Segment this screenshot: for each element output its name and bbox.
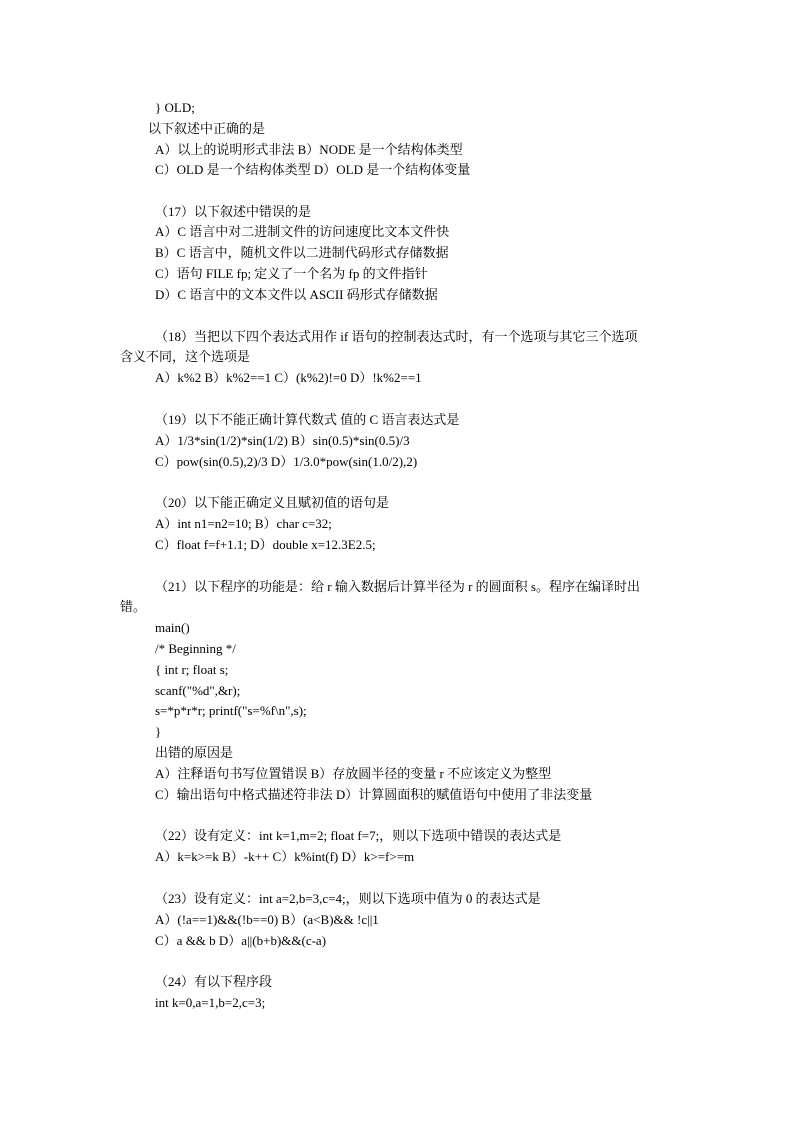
text-line: A）k=k>=k B）-k++ C）k%int(f) D）k>=f>=m bbox=[155, 849, 415, 864]
text-line: （19）以下不能正确计算代数式 值的 C 语言表达式是 bbox=[155, 412, 460, 427]
text-line: （24）有以下程序段 bbox=[155, 974, 273, 989]
text-line: 含义不同，这个选项是 bbox=[120, 349, 251, 364]
text-line: A）k%2 B）k%2==1 C）(k%2)!=0 D）!k%2==1 bbox=[155, 370, 422, 385]
text-line: （21）以下程序的功能是：给 r 输入数据后计算半径为 r 的圆面积 s。程序在编译时出 bbox=[155, 579, 640, 594]
text-line: C）语句 FILE fp; 定义了一个名为 fp 的文件指针 bbox=[155, 266, 428, 281]
text-line: 以下叙述中正确的是 bbox=[148, 121, 266, 136]
text-line: C）float f=f+1.1; D）double x=12.3E2.5; bbox=[155, 537, 376, 552]
text-line: C）输出语句中格式描述符非法 D）计算圆面积的赋值语句中使用了非法变量 bbox=[155, 787, 593, 802]
text-line: A）以上的说明形式非法 B）NODE 是一个结构体类型 bbox=[155, 142, 463, 157]
text-line: } OLD; bbox=[155, 100, 195, 115]
text-line: B）C 语言中，随机文件以二进制代码形式存储数据 bbox=[155, 245, 449, 260]
text-line: C）a && b D）a||(b+b)&&(c-a) bbox=[155, 933, 327, 948]
text-line: C）pow(sin(0.5),2)/3 D）1/3.0*pow(sin(1.0/2),2) bbox=[155, 454, 418, 469]
text-line: A）注释语句书写位置错误 B）存放圆半径的变量 r 不应该定义为整型 bbox=[155, 766, 552, 781]
text-line: A）C 语言中对二进制文件的访问速度比文本文件快 bbox=[155, 224, 450, 239]
text-line: s=*p*r*r; printf("s=%f\n",s); bbox=[155, 703, 307, 718]
text-line: scanf("%d",&r); bbox=[155, 683, 241, 698]
text-line: int k=0,a=1,b=2,c=3; bbox=[155, 995, 266, 1010]
text-line: A）int n1=n2=10; B）char c=32; bbox=[155, 516, 332, 531]
text-line: （18）当把以下四个表达式用作 if 语句的控制表达式时，有一个选项与其它三个选项 bbox=[155, 329, 638, 344]
text-line: /* Beginning */ bbox=[155, 641, 236, 656]
text-line: 出错的原因是 bbox=[155, 745, 234, 760]
text-line: （22）设有定义：int k=1,m=2; float f=7;，则以下选项中错误的表达式是 bbox=[155, 828, 562, 843]
text-line: C）OLD 是一个结构体类型 D）OLD 是一个结构体变量 bbox=[155, 162, 471, 177]
text-line: D）C 语言中的文本文件以 ASCII 码形式存储数据 bbox=[155, 287, 438, 302]
text-line: （20）以下能正确定义且赋初值的语句是 bbox=[155, 495, 390, 510]
text-line: 错。 bbox=[120, 599, 147, 614]
text-line: A）1/3*sin(1/2)*sin(1/2) B）sin(0.5)*sin(0.5)/3 bbox=[155, 433, 410, 448]
text-line: { int r; float s; bbox=[155, 662, 229, 677]
text-line: A）(!a==1)&&(!b==0) B）(a<B)&& !c||1 bbox=[155, 912, 379, 927]
text-line: main() bbox=[155, 620, 190, 635]
text-line: （17）以下叙述中错误的是 bbox=[155, 204, 312, 219]
text-line: } bbox=[155, 724, 162, 739]
text-line: （23）设有定义：int a=2,b=3,c=4;，则以下选项中值为 0 的表达式是 bbox=[155, 891, 541, 906]
